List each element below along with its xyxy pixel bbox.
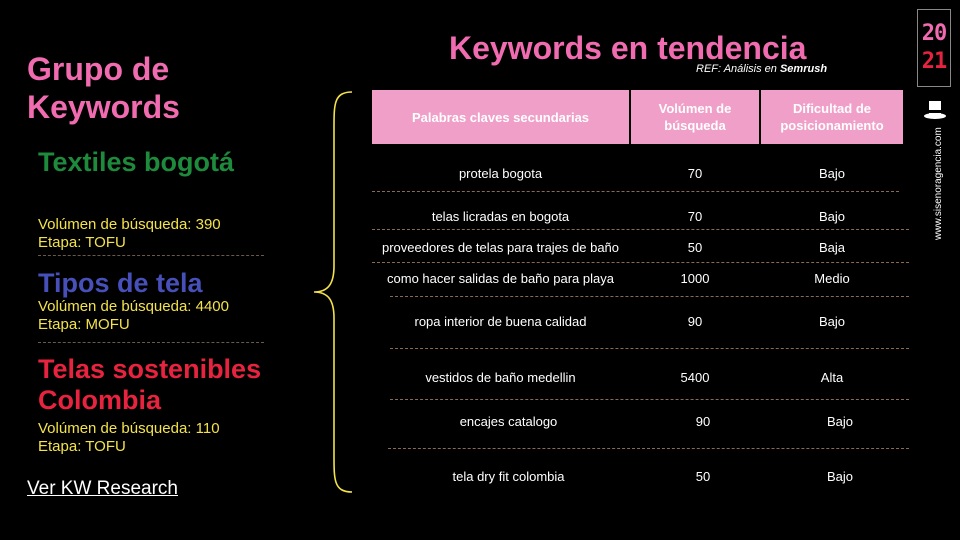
table-cell-volume: 70 xyxy=(687,209,703,224)
table-cell-volume: 50 xyxy=(687,240,703,255)
group-3-volume: Volúmen de búsqueda: 110 xyxy=(38,420,220,437)
group-1-volume: Volúmen de búsqueda: 390 xyxy=(38,216,221,233)
table-cell-difficulty: Medio xyxy=(814,271,850,286)
table-cell-volume: 50 xyxy=(695,469,711,484)
table-cell-keyword: encajes catalogo xyxy=(459,414,558,429)
table-header-volume: Volúmen de búsqueda xyxy=(631,90,759,144)
top-hat-icon xyxy=(923,99,947,121)
site-url: www.sisenoragencia.com xyxy=(933,127,944,240)
table-header-difficulty: Dificultad de posicionamiento xyxy=(761,90,903,144)
group-title: Grupo de Keywords xyxy=(27,51,180,125)
reference-source: Semrush xyxy=(779,63,828,75)
group-2-volume: Volúmen de búsqueda: 4400 xyxy=(38,298,229,315)
row-divider xyxy=(388,448,909,449)
table-cell-volume: 5400 xyxy=(680,370,710,385)
year-badge xyxy=(917,9,951,87)
group-3-stage: Etapa: TOFU xyxy=(38,438,126,455)
table-cell-keyword: protela bogota xyxy=(458,166,543,181)
group-divider xyxy=(38,342,264,343)
table-cell-keyword: ropa interior de buena calidad xyxy=(414,314,587,329)
group-1-stage: Etapa: TOFU xyxy=(38,234,126,251)
main-title: Keywords en tendencia xyxy=(449,30,807,66)
curly-brace xyxy=(308,88,356,496)
row-divider xyxy=(372,229,909,230)
year-top: 20 xyxy=(921,21,947,46)
row-divider xyxy=(372,191,899,192)
row-divider xyxy=(390,296,909,297)
table-cell-volume: 90 xyxy=(687,314,703,329)
row-divider xyxy=(372,262,909,263)
table-cell-volume: 70 xyxy=(687,166,703,181)
group-2-title: Tipos de tela xyxy=(38,268,203,298)
table-cell-keyword: vestidos de baño medellin xyxy=(425,370,576,385)
table-cell-volume: 1000 xyxy=(680,271,710,286)
table-cell-keyword: telas licradas en bogota xyxy=(431,209,570,224)
table-cell-difficulty: Bajo xyxy=(826,469,854,484)
table-cell-difficulty: Bajo xyxy=(818,314,846,329)
year-bottom: 21 xyxy=(921,49,947,74)
table-cell-keyword: proveedores de telas para trajes de baño xyxy=(381,240,620,255)
table-cell-keyword: tela dry fit colombia xyxy=(452,469,565,484)
group-divider xyxy=(38,255,264,256)
table-cell-volume: 90 xyxy=(695,414,711,429)
kw-research-link[interactable]: Ver KW Research xyxy=(27,478,178,499)
row-divider xyxy=(390,348,909,349)
group-1-title: Textiles bogotá xyxy=(38,147,235,177)
group-3-title: Telas sostenibles Colombia xyxy=(38,354,262,415)
table-cell-difficulty: Alta xyxy=(820,370,844,385)
group-2-stage: Etapa: MOFU xyxy=(38,316,130,333)
table-header-keyword: Palabras claves secundarias xyxy=(372,90,629,144)
table-cell-keyword: como hacer salidas de baño para playa xyxy=(387,271,614,286)
table-cell-difficulty: Bajo xyxy=(826,414,854,429)
row-divider xyxy=(390,399,909,400)
table-cell-difficulty: Baja xyxy=(818,240,846,255)
reference-note: REF: Análisis en Semrush xyxy=(696,63,828,75)
table-cell-difficulty: Bajo xyxy=(818,209,846,224)
table-cell-difficulty: Bajo xyxy=(818,166,846,181)
